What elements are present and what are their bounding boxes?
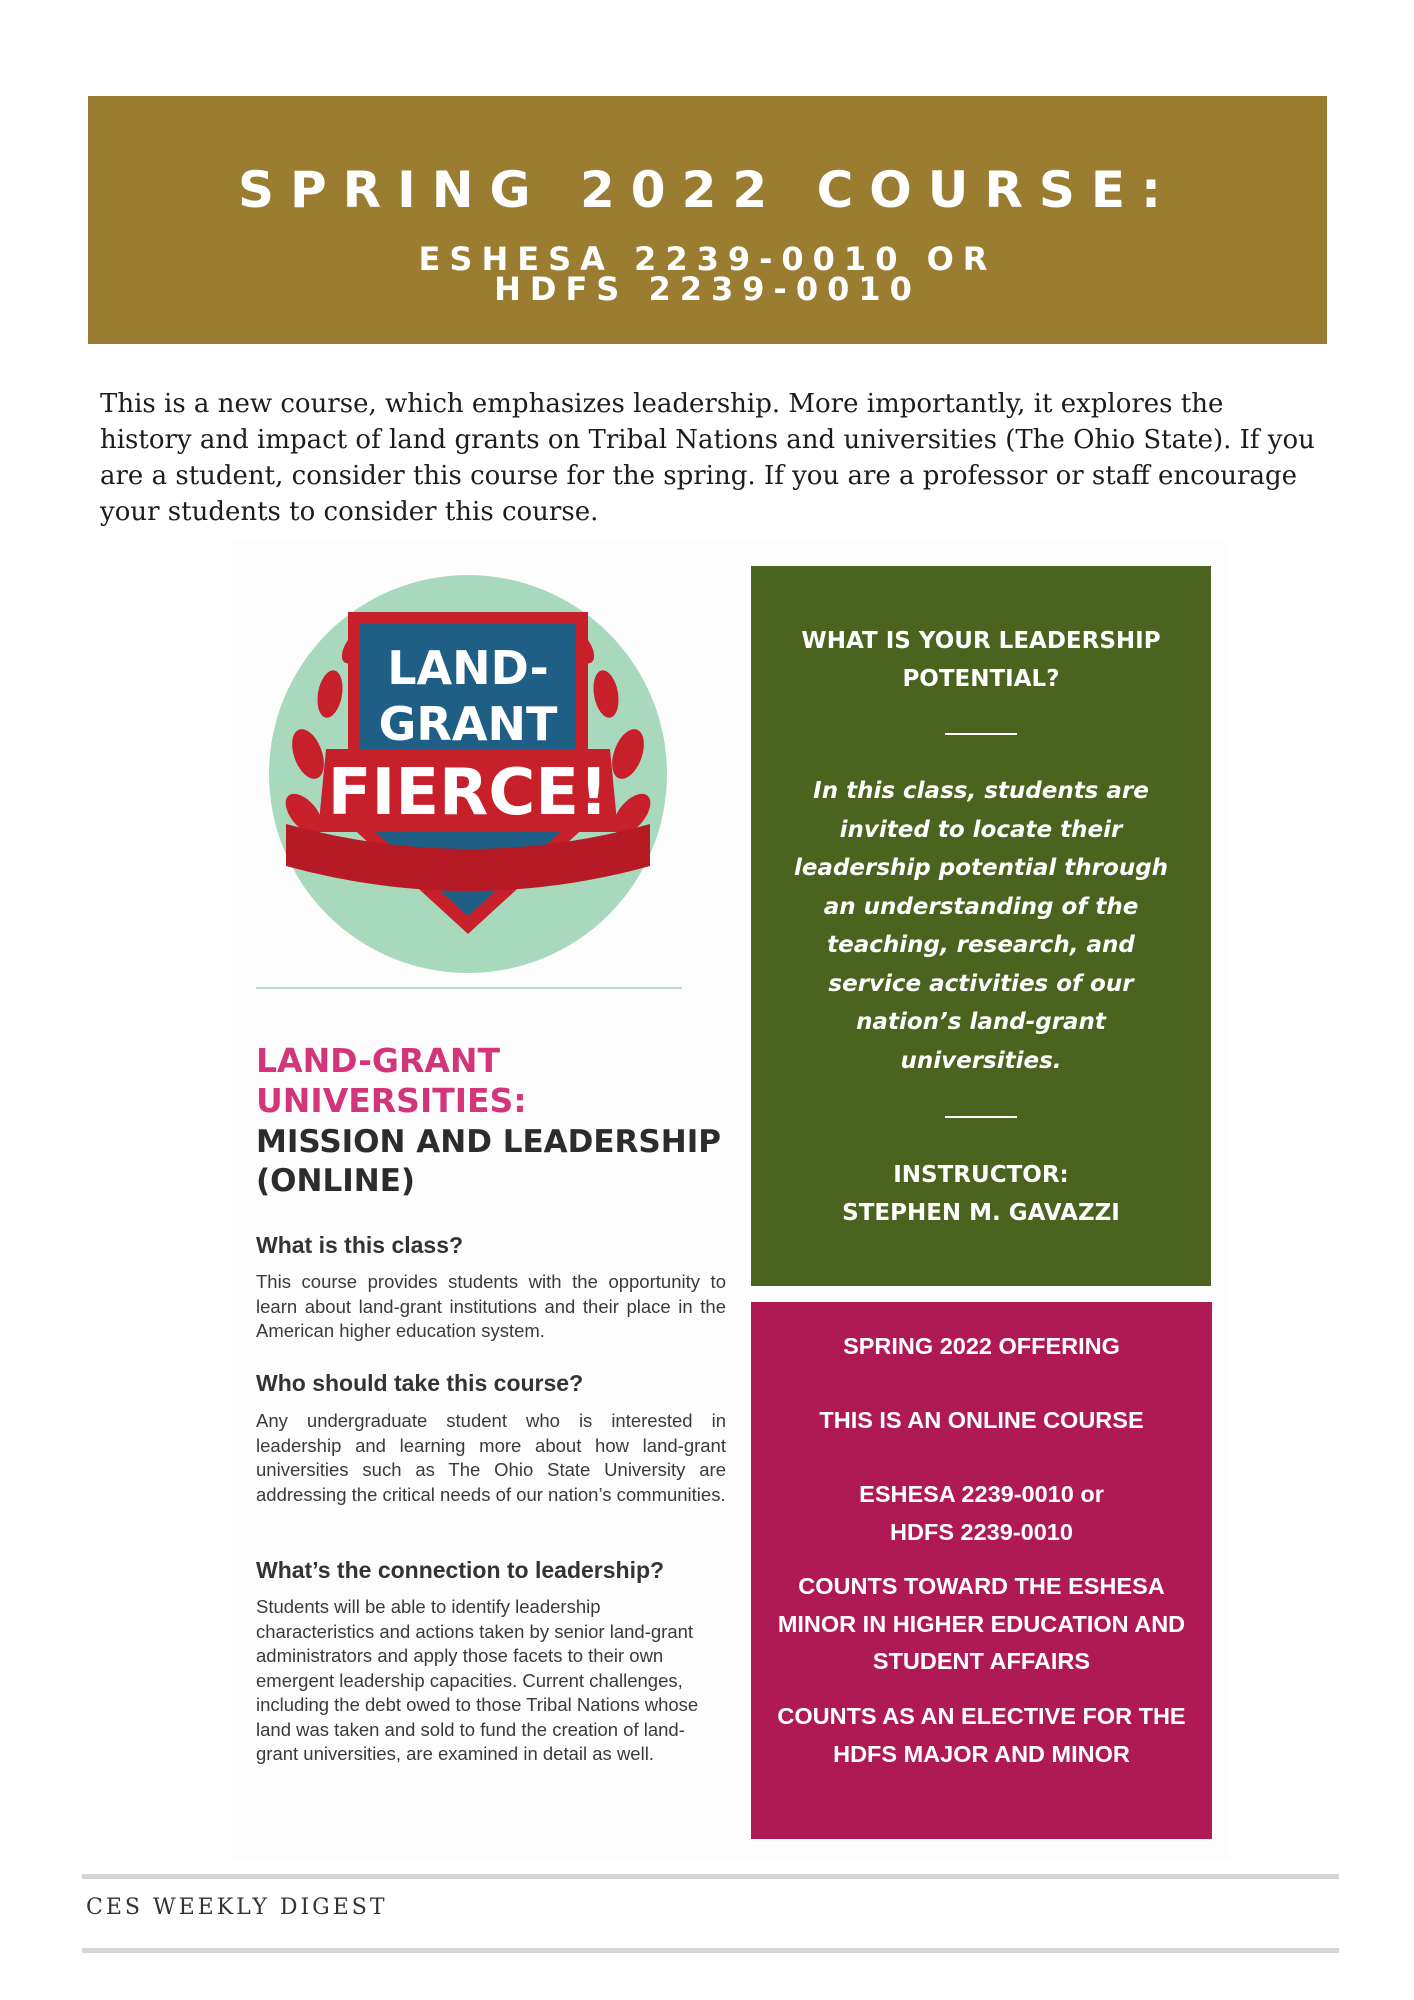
logo-text-fierce: FIERCE!	[327, 756, 609, 830]
leadership-question: WHAT IS YOUR LEADERSHIP POTENTIAL?	[801, 628, 1161, 692]
banner-subtitle-line2: HDFS 2239-0010	[494, 270, 921, 308]
course-code-line2: HDFS 2239-0010	[890, 1518, 1073, 1545]
instructor-name: STEPHEN M. GAVAZZI	[842, 1200, 1120, 1226]
online-course-label: THIS IS AN ONLINE COURSE	[819, 1407, 1144, 1433]
section-heading-connection: What’s the connection to leadership?	[256, 1557, 665, 1583]
banner-subtitle-line1: ESHESA 2239-0010 OR	[418, 240, 997, 278]
banner-subtitle	[88, 240, 1327, 308]
course-codes	[759, 1476, 1204, 1551]
header-banner	[88, 96, 1327, 344]
course-code-line1: ESHESA 2239-0010 or	[859, 1481, 1104, 1507]
logo-divider	[256, 987, 682, 989]
instructor-label: INSTRUCTOR:	[893, 1162, 1069, 1188]
flyer-title-pink: LAND-GRANT UNIVERSITIES:	[256, 1041, 527, 1120]
footer-rule-bottom	[82, 1948, 1339, 1953]
land-grant-fierce-logo	[268, 574, 668, 974]
course-details-box	[751, 1302, 1212, 1839]
footer-rule-top	[82, 1874, 1339, 1879]
section-heading-what: What is this class?	[256, 1232, 464, 1258]
leadership-potential-box	[751, 566, 1211, 1286]
counts-minor-label: COUNTS TOWARD THE ESHESA MINOR IN HIGHER EDUCATION AND STUDENT AFFAIRS	[777, 1573, 1186, 1674]
green-rule-top	[945, 733, 1017, 735]
offering-label: SPRING 2022 OFFERING	[843, 1333, 1120, 1359]
logo-text-grant: GRANT	[378, 697, 558, 751]
section-heading-who: Who should take this course?	[256, 1370, 584, 1396]
section-body-who: Any undergraduate student who is interested in leadership and learning more about how land-grant universities such as The Ohio State University are addressing the critical needs of our nation’s communities.	[256, 1410, 726, 1505]
section-body-connection: Students will be able to identify leadership characteristics and actions taken by senior land-grant administrators and apply those facets to their own emergent leadership capacities. Current challenges, including the debt owed to those Tribal Nations whose land was taken and sold to fund the creation of land-grant universities, are examined in detail as well.	[256, 1596, 699, 1764]
section-body-what: This course provides students with the opportunity to learn about land-grant institutions and their place in the American higher education system.	[256, 1271, 726, 1341]
green-rule-bottom	[945, 1116, 1017, 1118]
logo-text-land: LAND-	[387, 641, 549, 695]
instructor-block	[771, 1156, 1191, 1232]
flyer-title-dark: MISSION AND LEADERSHIP (ONLINE)	[256, 1124, 721, 1199]
banner-title: SPRING 2022 COURSE:	[237, 161, 1178, 219]
footer-title: CES WEEKLY DIGEST	[86, 1895, 388, 1920]
counts-elective-label: COUNTS AS AN ELECTIVE FOR THE HDFS MAJOR AND MINOR	[777, 1703, 1186, 1767]
leadership-description: In this class, students are invited to locate their leadership potential through an understanding of the teaching, research, and service activities of our nation’s land-grant universities.	[793, 778, 1169, 1074]
intro-paragraph: This is a new course, which emphasizes leadership. More importantly, it explores the history and impact of land grants on Tribal Nations and universities (The Ohio State). If you are a student, consider this course for the spring. If you are a professor or staff encourage your students to consider this course.	[100, 389, 1315, 527]
